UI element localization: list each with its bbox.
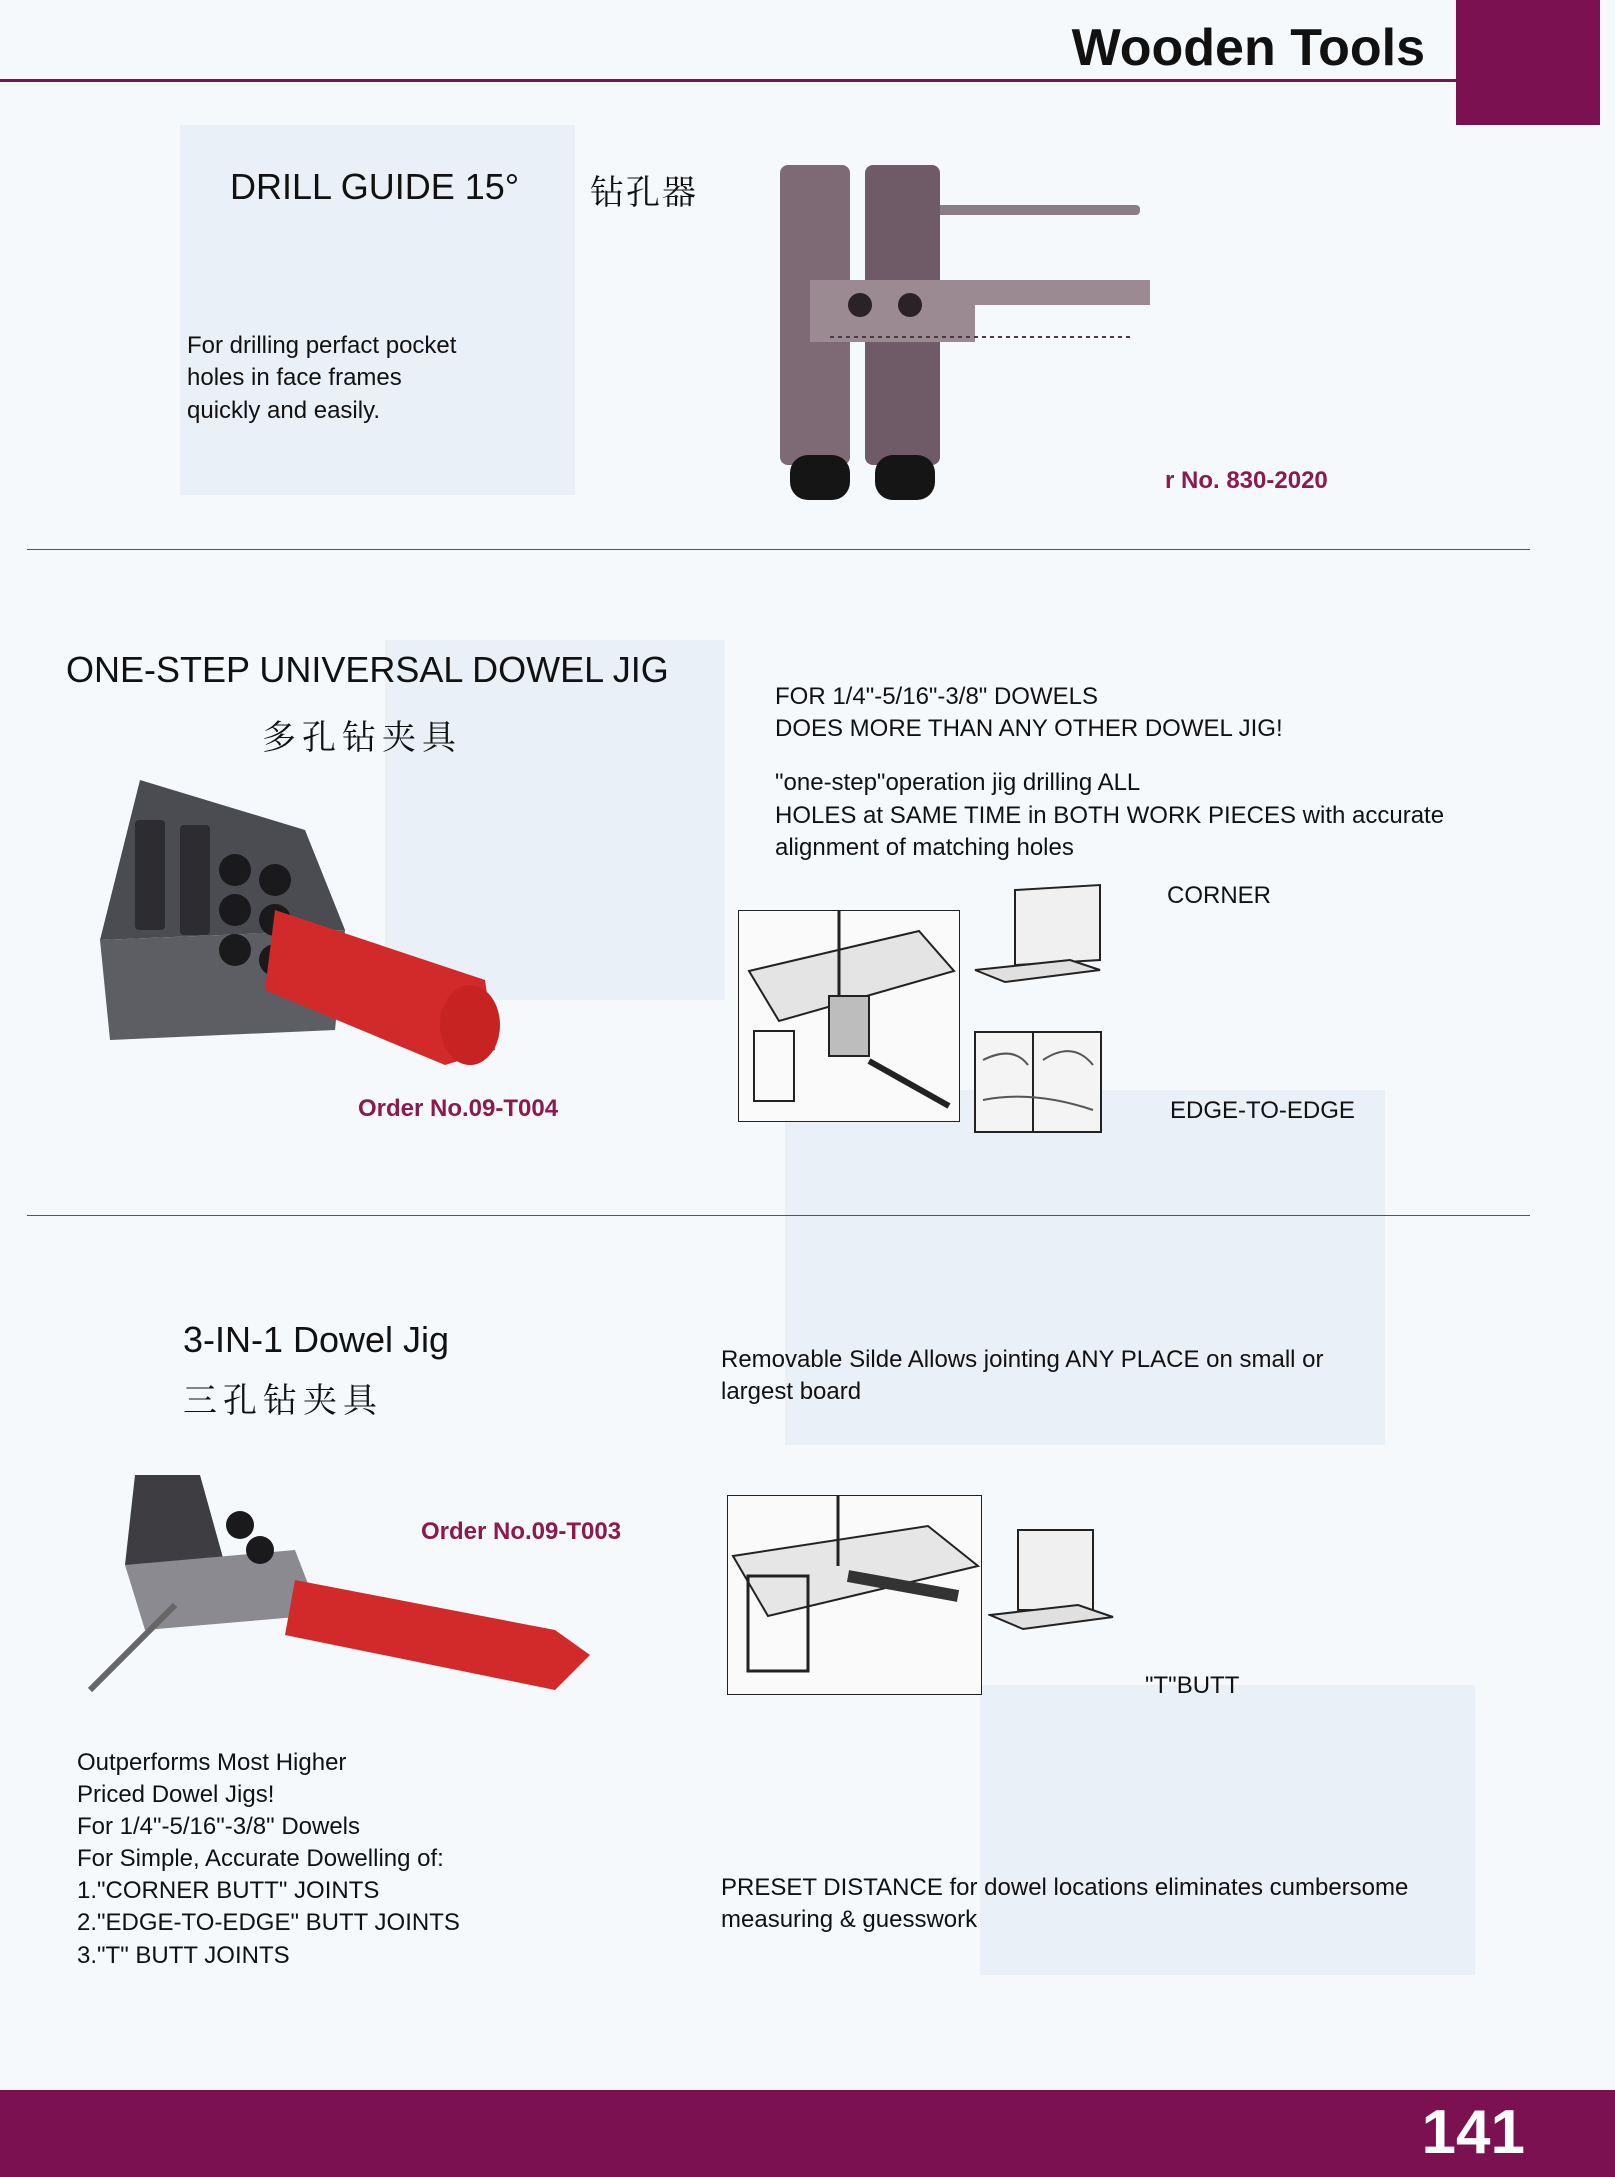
removable-line-2: largest board bbox=[721, 1378, 862, 1405]
universal-jig-image bbox=[95, 760, 515, 1070]
background-panel bbox=[980, 1685, 1475, 1975]
three-in-one-title-zh: 三孔钻夹具 bbox=[183, 1381, 383, 1421]
footer-bar bbox=[0, 2090, 1615, 2177]
drill-guide-title: DRILL GUIDE 15° bbox=[230, 166, 520, 207]
universal-jig-line-1: FOR 1/4"-5/16"-3/8" DOWELS bbox=[775, 683, 1098, 710]
drilling-illustration bbox=[738, 910, 960, 1122]
page-number: 141 bbox=[1421, 2098, 1525, 2167]
page-title: Wooden Tools bbox=[1071, 19, 1425, 77]
label-corner: CORNER bbox=[1167, 882, 1272, 909]
universal-jig-title-zh: 多孔钻夹具 bbox=[262, 718, 462, 758]
universal-jig-line-2: DOES MORE THAN ANY OTHER DOWEL JIG! bbox=[775, 715, 1283, 742]
edge-joint-icon bbox=[973, 1030, 1103, 1135]
three-in-one-order: Order No.09-T003 bbox=[421, 1518, 622, 1545]
corner-joint-icon bbox=[970, 880, 1105, 990]
drill-guide-order: r No. 830-2020 bbox=[1165, 467, 1328, 494]
universal-jig-order: Order No.09-T004 bbox=[358, 1095, 559, 1122]
header-tab bbox=[1456, 0, 1600, 125]
feature-line: For 1/4"-5/16"-3/8" Dowels bbox=[77, 1813, 361, 1840]
drill-guide-image bbox=[750, 155, 1210, 515]
drill-guide-desc-3: quickly and easily. bbox=[187, 397, 380, 424]
label-t-butt: "T"BUTT bbox=[1145, 1672, 1240, 1699]
three-in-one-image bbox=[85, 1455, 595, 1695]
drill-guide-desc-1: For drilling perfact pocket bbox=[187, 332, 457, 359]
feature-line: 3."T" BUTT JOINTS bbox=[77, 1942, 290, 1969]
header-rule bbox=[0, 79, 1460, 82]
feature-line: 1."CORNER BUTT" JOINTS bbox=[77, 1877, 380, 1904]
preset-line-2: measuring & guesswork bbox=[721, 1906, 978, 1933]
feature-line: Outperforms Most Higher bbox=[77, 1749, 347, 1776]
drill-guide-title-zh: 钻孔器 bbox=[590, 173, 698, 213]
t-butt-illustration bbox=[727, 1495, 982, 1695]
feature-line: Priced Dowel Jigs! bbox=[77, 1781, 275, 1808]
three-in-one-title: 3-IN-1 Dowel Jig bbox=[183, 1319, 450, 1360]
universal-jig-line-5: alignment of matching holes bbox=[775, 834, 1074, 861]
removable-line-1: Removable Silde Allows jointing ANY PLACE on small or bbox=[721, 1346, 1324, 1373]
divider-1 bbox=[27, 549, 1530, 550]
universal-jig-title: ONE-STEP UNIVERSAL DOWEL JIG bbox=[66, 649, 669, 690]
label-edge-to-edge: EDGE-TO-EDGE bbox=[1170, 1097, 1355, 1124]
divider-2 bbox=[27, 1215, 1530, 1216]
preset-line-1: PRESET DISTANCE for dowel locations eliminates cumbersome bbox=[721, 1874, 1409, 1901]
universal-jig-line-3: "one-step"operation jig drilling ALL bbox=[775, 769, 1141, 796]
drill-guide-desc-2: holes in face frames bbox=[187, 364, 402, 391]
universal-jig-line-4: HOLES at SAME TIME in BOTH WORK PIECES with accurate bbox=[775, 802, 1445, 829]
feature-line: For Simple, Accurate Dowelling of: bbox=[77, 1845, 444, 1872]
t-butt-joint-icon bbox=[988, 1525, 1118, 1635]
background-panel bbox=[785, 1090, 1385, 1445]
feature-line: 2."EDGE-TO-EDGE" BUTT JOINTS bbox=[77, 1909, 460, 1936]
